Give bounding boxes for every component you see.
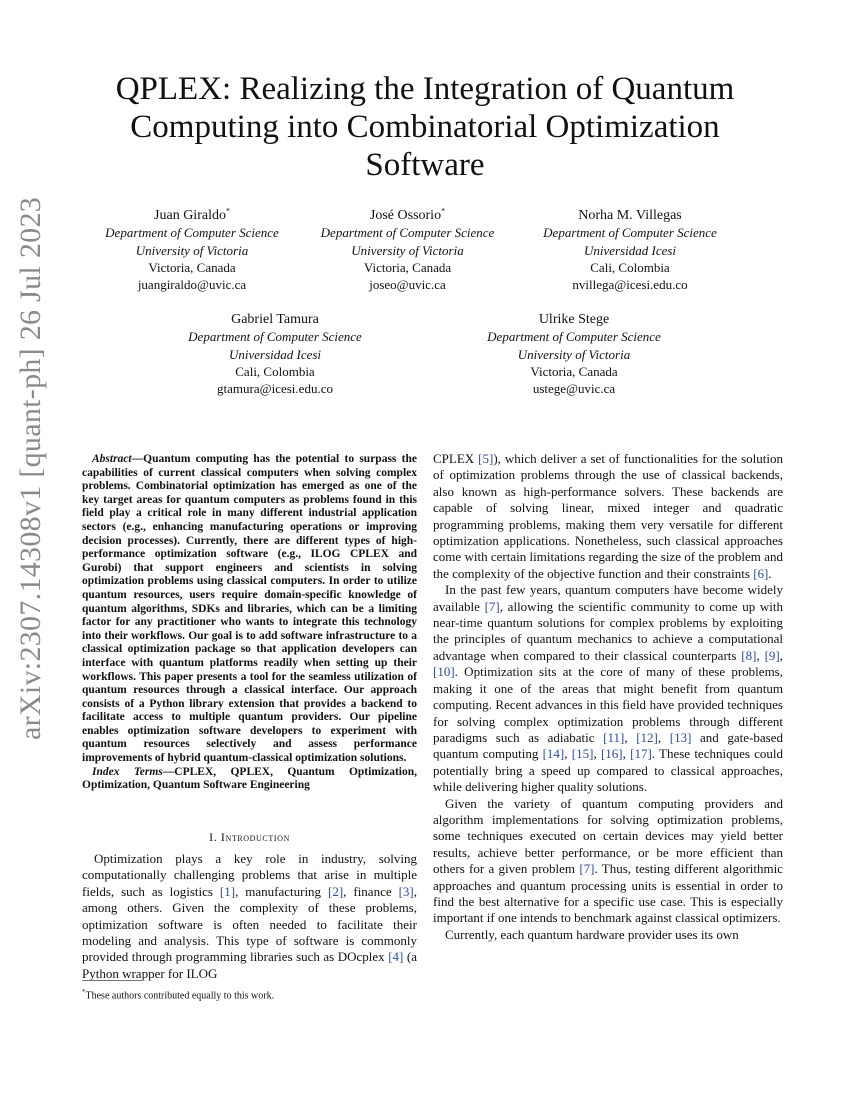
author-location: Victoria, Canada — [148, 259, 236, 275]
abstract — [82, 453, 417, 793]
citation-link[interactable]: [4] — [388, 949, 404, 965]
text-run: , — [657, 729, 670, 745]
text-run: In the past few years, quantum computers have become widely available — [433, 582, 783, 614]
text-run: , — [593, 746, 601, 762]
citation-link[interactable]: [8] — [741, 647, 757, 663]
right-column — [433, 451, 783, 943]
abstract-paragraph — [82, 453, 417, 766]
author-name: Gabriel Tamura — [231, 312, 319, 327]
citation-link[interactable]: [10] — [433, 664, 455, 680]
citation-link[interactable]: [7] — [579, 861, 595, 877]
citation-link[interactable]: [6] — [753, 565, 769, 581]
author-block — [464, 311, 684, 397]
citation-link[interactable]: [1] — [219, 883, 236, 899]
author-block — [522, 207, 738, 293]
body-paragraph — [433, 927, 783, 943]
section-title: Introduction — [220, 830, 290, 844]
author-university: University of Victoria — [135, 242, 249, 258]
citation-link[interactable]: [17] — [630, 746, 652, 762]
citation-link[interactable]: [11] — [603, 729, 625, 745]
text-run: , — [756, 647, 765, 663]
text-run: , finance — [343, 883, 399, 899]
text-run: Given the variety of quantum computing providers and algorithm implementations for solving optimization problems, some techniques executed on certain devices may yield better results, achieve better performance, or be more efficient than others for a given problem — [433, 795, 783, 877]
text-run: (a Python wrapper for ILOG — [82, 949, 417, 981]
author-university: University of Victoria — [351, 242, 464, 258]
text-run: , — [624, 729, 637, 745]
author-location: Cali, Colombia — [235, 363, 315, 379]
citation-link[interactable]: [15] — [571, 746, 594, 762]
body-paragraph — [433, 451, 783, 582]
citation-link[interactable]: [7] — [484, 598, 500, 614]
paper-title: QPLEX: Realizing the Integration of Quantum Computing into Combinatorial Optimization Software — [115, 71, 735, 183]
text-run: . Thus, testing different algorithmic approaches and quantum processing units is essential in order to find the best alternative for a specific use case. This is especially important if one intends to benchmark against classical optimizers. — [433, 861, 784, 926]
section-number: I. — [209, 830, 218, 844]
citation-link[interactable]: [9] — [764, 647, 780, 663]
abstract-label: Abstract — [92, 453, 132, 465]
text-run: CPLEX — [433, 451, 479, 466]
text-run: , manufacturing — [235, 883, 328, 899]
author-block — [305, 207, 510, 293]
body-paragraph — [433, 582, 783, 795]
equal-contribution-mark: * — [225, 206, 230, 216]
citation-link[interactable]: [12] — [636, 729, 658, 745]
author-block — [165, 311, 385, 397]
author-university: Universidad Icesi — [583, 242, 677, 258]
text-run: . Optimization sits at the core of many of these problems, making it one of the areas that might benefit from quantum computing. Recent advances in this field have provided techniques for solving complex optimization problems through different paradigms such as adiabatic — [433, 664, 783, 745]
text-run: ), which deliver a set of functionalities for the solution of optimization problems through the use of classical backends, also known as high-performance solvers. These backends are capable of solving linear, mixed integer and quadratic programming problems, making them very versatile for different optimization applications. Nonetheless, such classical approaches come with certain limitations regarding the size of the problem and the complexity of the objective function and their constraints — [433, 451, 784, 581]
index-terms-text: —CPLEX, QPLEX, Quantum Optimization, Optimization, Quantum Software Engineering — [82, 765, 417, 792]
section-heading — [82, 830, 417, 845]
author-university: Universidad Icesi — [228, 346, 322, 362]
text-run: and gate-based quantum computing — [433, 729, 783, 762]
author-department: Department of Computer Science — [105, 225, 279, 241]
text-run: , — [779, 647, 783, 663]
text-run: . These techniques could potentially bring a speed up compared to classical approaches, while delivering higher quality solutions. — [433, 746, 784, 795]
author-email[interactable]: joseo@uvic.ca — [369, 277, 446, 293]
text-run: , — [622, 746, 631, 762]
citation-link[interactable]: [3] — [398, 883, 414, 899]
footnote — [82, 986, 417, 1002]
text-run: , — [564, 746, 572, 762]
citation-link[interactable]: [13] — [669, 729, 692, 745]
text-run: Optimization plays a key role in industry, solving computationally challenging problems that arise in multiple fields, such as logistics — [82, 851, 417, 899]
author-block — [82, 207, 302, 293]
body-paragraph — [433, 796, 783, 927]
author-name: José Ossorio — [369, 208, 442, 223]
footnote-text: These authors contributed equally to this work. — [85, 990, 275, 1002]
abstract-text: —Quantum computing has the potential to surpass the capabilities of current classical computers when solving complex problems. Combinatorial optimization has emerged as one of the key target areas for quantum computers as problems found in this field play a critical role in many different industrial application sectors (e.g., enhancing manufacturing operations or improving decision processes). Currently, there are different types of high-performance optimization software (e.g., ILOG CPLEX and Gurobi) that support engineers and scientists in solving optimization problems using classical computers. In order to utilize quantum resources, users require domain-specific knowledge of quantum algorithms, SDKs and libraries, which can be a limiting factor for any practitioner who wants to integrate this technology into their workflows. Our goal is to add software infrastructure to a classical optimization package so that application developers can interface with quantum platforms readily when setting up their workflows. This paper presents a tool for the seamless utilization of quantum resources through a classical interface. Our approach consists of a Python library extension that provides a backend to facilitate access to multiple quantum providers. Our pipeline enables optimization software developers to experiment with quantum resources selectively and assess performance improvements of hybrid quantum-classical optimization solutions. — [82, 453, 417, 765]
author-name: Norha M. Villegas — [578, 208, 682, 223]
text-run: , among others. Given the complexity of these problems, optimization software is often needed to facilitate their modeling and analysis. This type of software is commonly provided through programming libraries such as DOcplex — [82, 883, 417, 965]
footnote-mark: * — [82, 988, 86, 996]
author-department: Department of Computer Science — [188, 329, 362, 345]
author-email[interactable]: ustege@uvic.ca — [532, 381, 616, 397]
equal-contribution-mark: * — [441, 206, 446, 216]
author-location: Cali, Colombia — [590, 259, 670, 275]
text-run: , allowing the scientific community to come up with near-time quantum solutions for complex problems by exploiting the principles of quantum mechanics to achieve a computational advantage when compared to their classical counterparts — [433, 598, 783, 663]
footnote-divider — [82, 980, 142, 981]
author-department: Department of Computer Science — [487, 329, 661, 345]
citation-link[interactable]: [14] — [542, 746, 565, 762]
author-email[interactable]: nvillega@icesi.edu.co — [572, 277, 688, 293]
author-location: Victoria, Canada — [363, 259, 452, 275]
author-location: Victoria, Canada — [530, 363, 618, 379]
index-terms — [82, 766, 417, 793]
index-terms-label: Index Terms — [92, 765, 163, 778]
author-department: Department of Computer Science — [320, 225, 495, 241]
intro-left-column — [82, 851, 417, 982]
text-run: . — [768, 565, 772, 581]
citation-link[interactable]: [2] — [328, 883, 344, 899]
intro-paragraph — [82, 851, 417, 982]
author-name: Ulrike Stege — [538, 312, 610, 327]
text-run: Currently, each quantum hardware provider uses its own — [445, 926, 739, 942]
author-email[interactable]: juangiraldo@uvic.ca — [137, 277, 247, 293]
author-email[interactable]: gtamura@icesi.edu.co — [217, 381, 333, 397]
author-university: University of Victoria — [517, 346, 631, 362]
citation-link[interactable]: [5] — [478, 451, 494, 466]
citation-link[interactable]: [16] — [600, 746, 623, 762]
author-department: Department of Computer Science — [543, 225, 717, 241]
arxiv-identifier: arXiv:2307.14308v1 [quant-ph] 26 Jul 2023 — [14, 196, 47, 740]
author-name: Juan Giraldo — [154, 208, 226, 223]
